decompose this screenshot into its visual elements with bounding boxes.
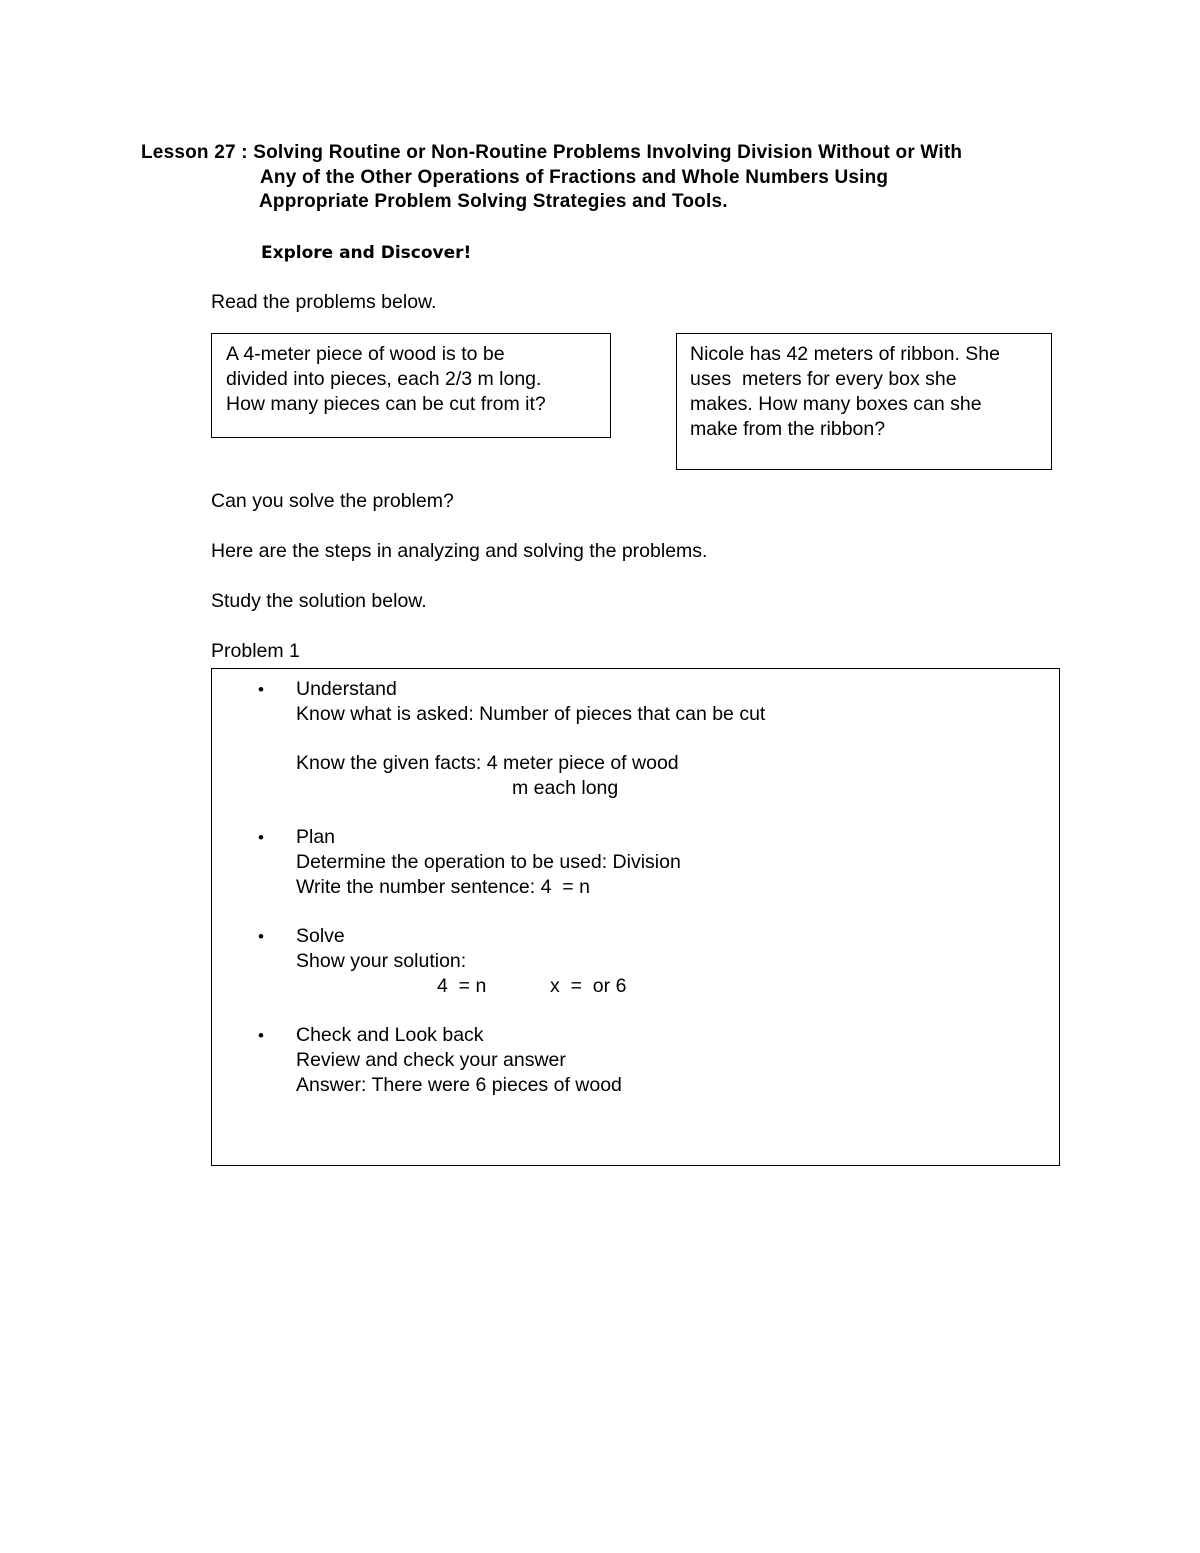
solution-box (211, 668, 1060, 1166)
prompt-solve-question: Can you solve the problem? (211, 490, 454, 512)
problem-box-wood-line: divided into pieces, each 2/3 m long. (226, 368, 542, 390)
section-subheading: Explore and Discover! (261, 243, 472, 263)
bullet-icon: • (258, 927, 264, 946)
step-check-heading: Check and Look back (296, 1024, 484, 1046)
solve-equation-left: 4 = n (437, 975, 487, 997)
step-understand-line: Know the given facts: 4 meter piece of wood (296, 752, 679, 774)
solve-equation-right: x = or 6 (550, 975, 627, 997)
intro-text: Read the problems below. (211, 291, 437, 313)
step-solve-line: Show your solution: (296, 950, 467, 972)
step-plan-heading: Plan (296, 826, 336, 848)
step-check-line: Answer: There were 6 pieces of wood (296, 1074, 622, 1096)
bullet-icon: • (258, 680, 264, 699)
bullet-icon: • (258, 828, 264, 847)
problem-box-wood-line: How many pieces can be cut from it? (226, 393, 546, 415)
step-understand-line: m each long (512, 777, 619, 799)
problem-box-wood-line: A 4-meter piece of wood is to be (226, 343, 505, 365)
problem-box-ribbon-line: makes. How many boxes can she (690, 393, 982, 415)
problem-1-label: Problem 1 (211, 640, 300, 662)
bullet-icon: • (258, 1026, 264, 1045)
step-plan-line: Write the number sentence: 4 = n (296, 876, 590, 898)
step-check-line: Review and check your answer (296, 1049, 566, 1071)
problem-box-wood (211, 333, 611, 438)
problem-box-ribbon-line: uses meters for every box she (690, 368, 957, 390)
problem-box-ribbon (676, 333, 1052, 470)
problem-box-ribbon-line: make from the ribbon? (690, 418, 886, 440)
lesson-title-line-2: Any of the Other Operations of Fractions and Whole Numbers Using (260, 167, 889, 188)
step-solve-heading: Solve (296, 925, 345, 947)
step-understand-line: Know what is asked: Number of pieces that can be cut (296, 703, 766, 725)
prompt-study-solution: Study the solution below. (211, 590, 427, 612)
prompt-steps-intro: Here are the steps in analyzing and solving the problems. (211, 540, 708, 562)
lesson-title-line-1: Lesson 27 : Solving Routine or Non-Routine Problems Involving Division Without or With (141, 142, 963, 163)
step-plan-line: Determine the operation to be used: Division (296, 851, 681, 873)
lesson-title-line-3: Appropriate Problem Solving Strategies and Tools. (259, 191, 728, 212)
step-understand-heading: Understand (296, 678, 397, 700)
problem-box-ribbon-line: Nicole has 42 meters of ribbon. She (690, 343, 1001, 365)
